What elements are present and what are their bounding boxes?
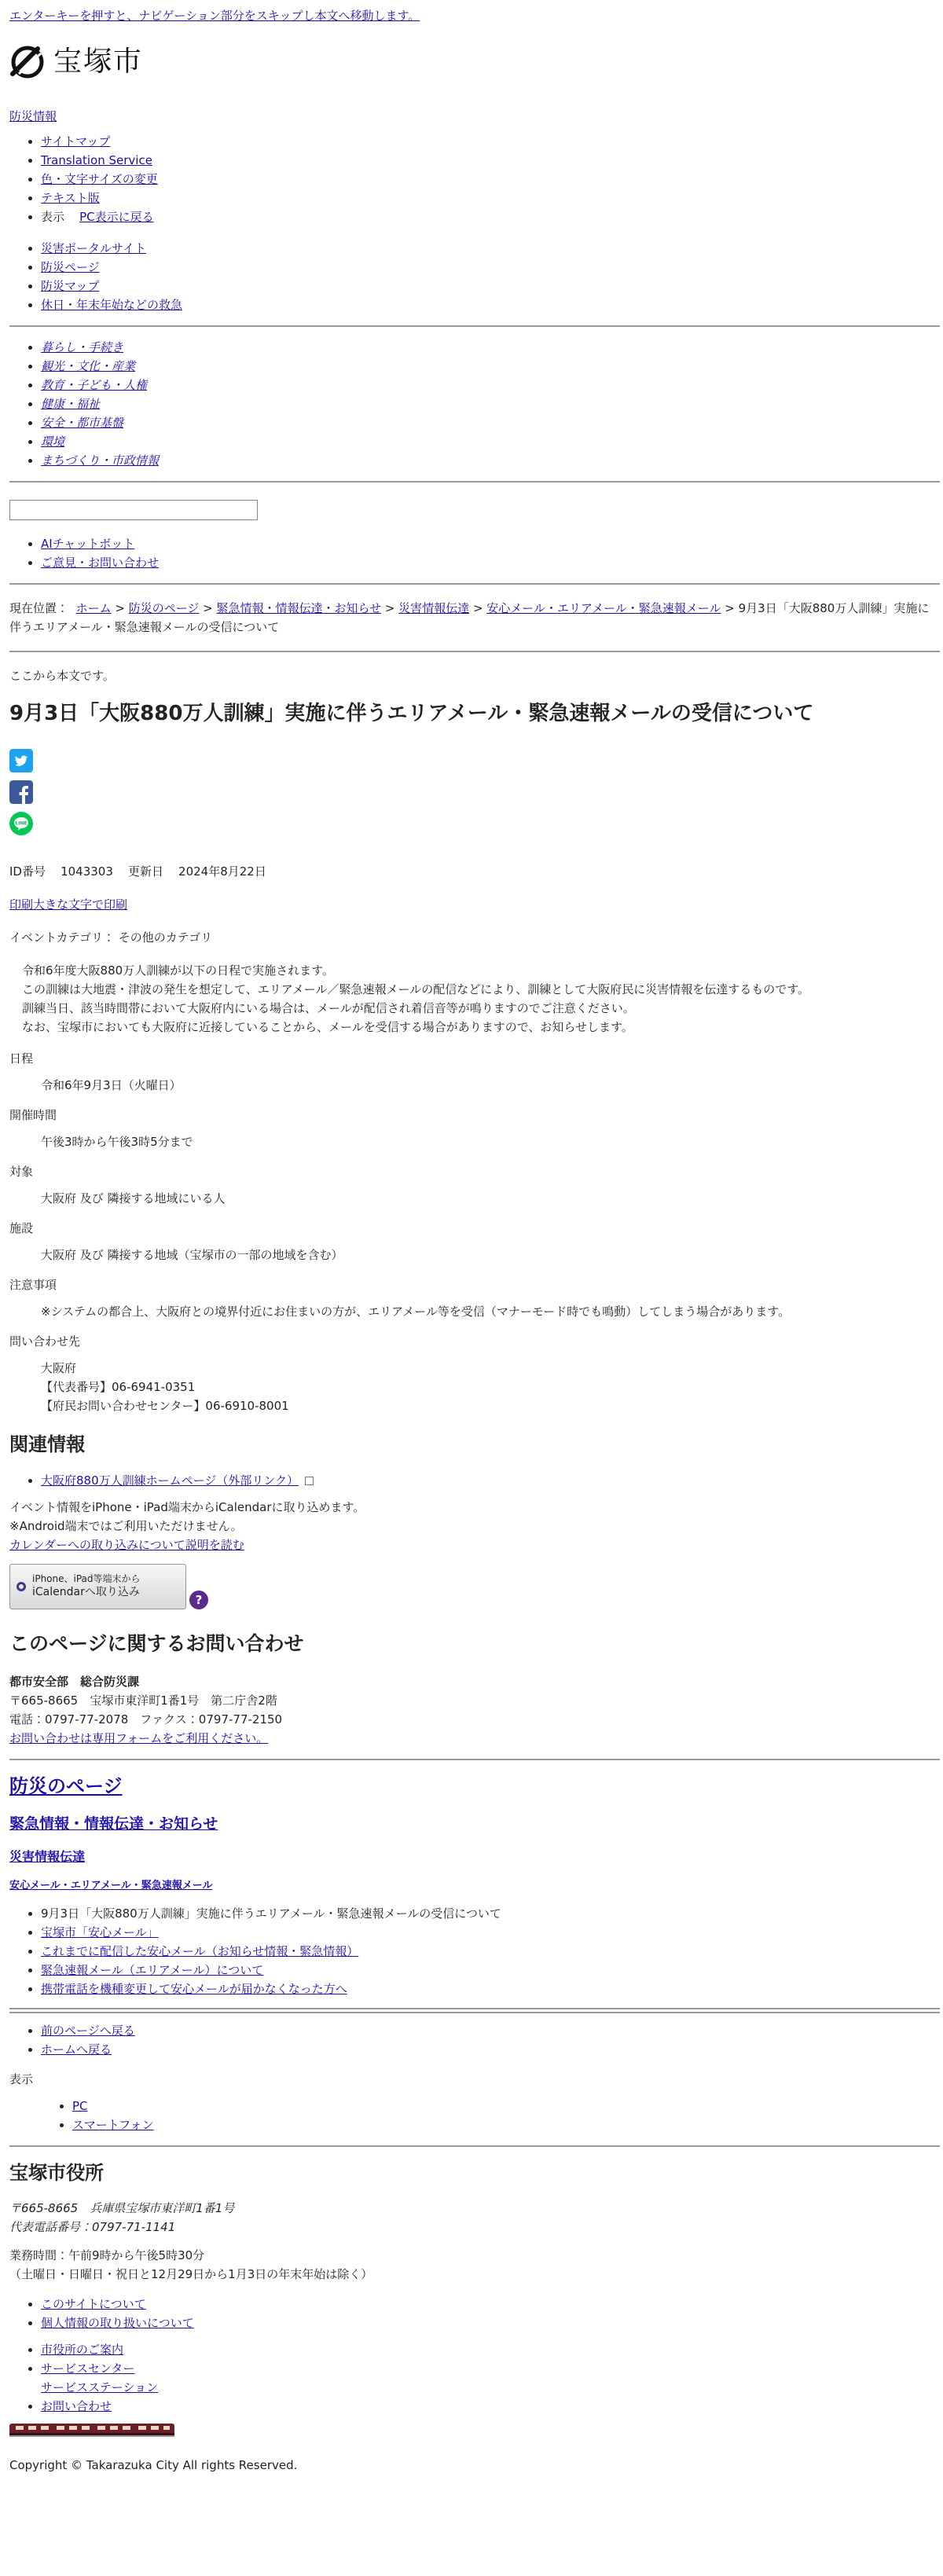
category-nav-item (41, 451, 940, 470)
tree-bousai-link[interactable]: 防災のページ (9, 1774, 123, 1797)
display-pc-link[interactable]: PC (72, 2098, 88, 2113)
inquiry-phone: 電話：0797-77-2078 ファクス：0797-77-2150 (9, 1712, 283, 1727)
category-nav-item (41, 357, 940, 376)
inquiry-address: 〒665-8665 宝塚市東洋町1番1号 第二庁舎2階 (9, 1693, 277, 1708)
tree-link-past-mail[interactable]: これまでに配信した安心メール（お知らせ情報・緊急情報） (41, 1943, 359, 1958)
display-option (72, 2115, 940, 2134)
breadcrumb-label: 現在位置： (9, 600, 69, 615)
contact-org: 大阪府 (41, 1361, 77, 1376)
disaster-nav-item (41, 295, 940, 314)
icalendar-import-button[interactable] (9, 1564, 186, 1609)
detail-term-date: 日程 (9, 1051, 34, 1066)
category-link-environment[interactable]: 環境 (41, 434, 65, 449)
category-link-safety[interactable]: 安全・都市基盤 (41, 415, 124, 430)
osaka-880-external-link[interactable]: 大阪府880万人訓練ホームページ（外部リンク） (41, 1473, 299, 1488)
intro-line: この訓練は大地震・津波の発生を想定して、エリアメール／緊急速報メールの配信などにより、訓練として大阪府民に災害情報を伝達するものです。 (22, 982, 810, 997)
inquiry-heading: このページに関するお問い合わせ (9, 1631, 304, 1655)
help-question-icon[interactable]: ? (189, 1591, 208, 1609)
detail-desc-facility: 大阪府 及び 隣接する地域（宝塚市の一部の地域を含む） (41, 1248, 343, 1263)
contact-center-number: 【府民お問い合わせセンター】06-6910-8001 (41, 1399, 289, 1414)
intro-line: なお、宝塚市においても大阪府に近接していることから、メールを受信する場合がありますので、お知らせします。 (22, 1020, 633, 1035)
footer-links-1 (9, 2295, 940, 2332)
help-nav-item (41, 553, 940, 572)
search-input[interactable] (9, 500, 258, 520)
page-nav-item (41, 2021, 940, 2040)
calendar-howto-link[interactable]: カレンダーへの取り込みについて説明を読む (9, 1537, 244, 1552)
bousai-map-link[interactable]: 防災マップ (41, 278, 100, 293)
footer-hours-note: （土曜日・日曜日・祝日と12月29日から1月3日の年末年始は除く） (9, 2267, 373, 2282)
breadcrumb-anshin-mail[interactable]: 安心メール・エリアメール・緊急速報メール (486, 600, 721, 615)
page-nav (9, 2021, 940, 2059)
tree-list-item (41, 1961, 940, 1980)
display-option (72, 2097, 940, 2115)
tree-link-area-mail[interactable]: 緊急速報メール（エリアメール）について (41, 1962, 264, 1977)
footer-link-item (41, 2378, 940, 2397)
category-nav-item (41, 413, 940, 432)
icalendar-button-line1: iPhone、iPad等端末から (32, 1572, 141, 1584)
copyright: Copyright © Takarazuka City All rights Reserved. (9, 2458, 298, 2473)
bousai-page-link[interactable]: 防災ページ (41, 259, 100, 274)
related-link-item (41, 1471, 940, 1490)
about-site-link[interactable]: このサイトについて (41, 2297, 146, 2312)
facebook-icon[interactable] (9, 780, 33, 804)
page-nav-item (41, 2040, 940, 2059)
bousai-info-link[interactable]: 防災情報 (9, 108, 57, 123)
pc-display-link[interactable]: PC表示に戻る (79, 209, 154, 224)
event-category-value: その他のカテゴリ (118, 930, 213, 945)
divider (9, 1759, 940, 1760)
detail-term-contact: 問い合わせ先 (9, 1334, 81, 1349)
page-title: 9月3日「大阪880万人訓練」実施に伴うエリアメール・緊急速報メールの受信について (9, 701, 814, 725)
footer-link-item (41, 2295, 940, 2314)
divider (9, 481, 940, 483)
feedback-link[interactable]: ご意見・お問い合わせ (41, 555, 160, 570)
utility-nav-item (41, 189, 940, 207)
radio-circle-icon (17, 1582, 26, 1591)
footer-link-item (41, 2397, 940, 2416)
disaster-nav-item (41, 277, 940, 295)
divider (9, 583, 940, 585)
calendar-note (9, 1498, 940, 1554)
tree-list-item (41, 1942, 940, 1961)
id-value: 1043303 (61, 864, 113, 879)
disaster-nav-item (41, 258, 940, 277)
detail-desc-notes: ※システムの都合上、大阪府との境界付近にお住まいの方が、エリアメール等を受信（マナーモード時でも鳴動）してしまう場合があります。 (41, 1305, 791, 1319)
detail-desc-date: 令和6年9月3日（火曜日） (41, 1078, 182, 1093)
icalendar-button-line2: iCalendarへ取り込み (32, 1586, 140, 1599)
holiday-emergency-link[interactable]: 休日・年末年始などの救急 (41, 297, 183, 312)
sitemap-link[interactable]: サイトマップ (41, 134, 111, 149)
breadcrumb-current: 9月3日「大阪880万人訓練」実施に伴うエリアメール・緊急速報メールの受信について (9, 600, 930, 634)
display-label: 表示 (41, 209, 65, 224)
tree-disaster-info-link[interactable]: 災害情報伝達 (9, 1849, 86, 1865)
site-name: 宝塚市 (53, 46, 144, 78)
footer-title: 宝塚市役所 (9, 2161, 104, 2184)
utility-nav-item (41, 151, 940, 170)
twitter-icon[interactable] (9, 749, 33, 772)
event-category-label: イベントカテゴリ： (9, 930, 115, 945)
detail-term-facility: 施設 (9, 1221, 34, 1236)
icalendar-area (9, 1564, 940, 1609)
footer-hours: 業務時間：午前9時から午後5時30分 (9, 2248, 205, 2263)
train-illustration-icon (9, 2420, 174, 2438)
print-large-text-link[interactable]: 印刷大きな文字で印刷 (9, 897, 128, 912)
category-nav-item (41, 432, 940, 451)
privacy-link[interactable]: 個人情報の取り扱いについて (41, 2316, 194, 2331)
breadcrumb-home[interactable]: ホーム (75, 600, 112, 615)
calendar-note-line: イベント情報をiPhone・iPad端末からiCalendarに取り込めます。 (9, 1499, 365, 1514)
detail-desc-time: 午後3時から午後3時5分まで (41, 1135, 193, 1150)
tree-emergency-link[interactable]: 緊急情報・情報伝達・お知らせ (9, 1815, 218, 1833)
detail-desc-target: 大阪府 及び 隣接する地域にいる人 (41, 1191, 226, 1206)
intro-text (9, 961, 940, 1037)
disaster-nav-item (41, 239, 940, 258)
category-link-health[interactable]: 健康・福祉 (41, 396, 101, 411)
page-meta (9, 862, 940, 881)
display-switch (9, 2070, 940, 2134)
calendar-note-line: ※Android端末ではご利用いただけません。 (9, 1518, 243, 1533)
utility-nav-item (41, 170, 940, 189)
text-version-link[interactable]: テキスト版 (41, 190, 100, 205)
inquiry-form-link[interactable]: お問い合わせは専用フォームをご利用ください。 (9, 1730, 269, 1745)
tree-page-list (9, 1904, 940, 1998)
footer-link-item (41, 2340, 940, 2359)
utility-nav (9, 132, 940, 226)
site-footer (9, 2158, 940, 2475)
breadcrumb-bousai[interactable]: 防災のページ (128, 600, 200, 615)
social-share (9, 749, 940, 835)
color-size-link[interactable]: 色・文字サイズの変更 (41, 171, 158, 186)
intro-line: 訓練当日、該当時間帯において大阪府内にいる場合は、メールが配信され着信音等が鳴りますのでご注意ください。 (22, 1001, 635, 1016)
body-start-marker: ここから本文です。 (9, 668, 115, 683)
tree-list-item (41, 1980, 940, 1998)
footer-address-block (9, 2199, 940, 2237)
contact-main-number: 【代表番号】06-6941-0351 (41, 1380, 196, 1395)
category-nav-item (41, 376, 940, 394)
service-center-link[interactable]: サービスセンター (41, 2361, 135, 2376)
display-smartphone-link[interactable]: スマートフォン (72, 2117, 154, 2132)
breadcrumb-disaster-info[interactable]: 災害情報伝達 (398, 600, 470, 615)
divider (9, 2008, 940, 2013)
footer-address: 〒665-8665 兵庫県宝塚市東洋町1番1号 (9, 2201, 235, 2216)
display-switch-label: 表示 (9, 2071, 34, 2086)
ai-chatbot-link[interactable]: AIチャットボット (41, 536, 135, 551)
inquiry-dept: 都市安全部 総合防災課 (9, 1674, 140, 1689)
disaster-portal-link[interactable]: 災害ポータルサイト (41, 240, 146, 255)
category-nav-item (41, 394, 940, 413)
contact-link[interactable]: お問い合わせ (41, 2399, 112, 2414)
divider (9, 2145, 940, 2147)
related-info-heading: 関連情報 (9, 1433, 85, 1456)
site-logo[interactable] (9, 39, 940, 85)
tree-current-page: • 9月3日「大阪880万人訓練」実施に伴うエリアメール・緊急速報メールの受信について (41, 1904, 940, 1923)
skip-to-content-link[interactable]: エンターキーを押すと、ナビゲーション部分をスキップし本文へ移動します。 (9, 9, 420, 23)
category-link-education[interactable]: 教育・子ども・人権 (41, 377, 148, 392)
utility-nav-item (41, 132, 940, 151)
category-nav (9, 338, 940, 470)
tree-anshin-mail-link[interactable]: 安心メール・エリアメール・緊急速報メール (9, 1879, 213, 1892)
tree-link-phone-change[interactable]: 携帯電話を機種変更して安心メールが届かなくなった方へ (41, 1981, 347, 1996)
category-link-city[interactable]: まちづくり・市政情報 (41, 453, 159, 468)
service-station-link[interactable]: サービスステーション (41, 2380, 159, 2395)
footer-link-item (41, 2314, 940, 2332)
category-link-living[interactable]: 暮らし・手続き (41, 339, 124, 354)
id-label: ID番号 (9, 864, 46, 879)
tree-link-anshin-mail[interactable]: 宝塚市「安心メール」 (41, 1925, 159, 1939)
svg-text:LINE: LINE (15, 820, 28, 827)
home-link[interactable]: ホームへ戻る (41, 2042, 112, 2057)
inquiry-contact (9, 1672, 940, 1748)
tree-list-item (41, 1923, 940, 1942)
display-switch-options (9, 2097, 940, 2134)
back-link[interactable]: 前のページへ戻る (41, 2023, 135, 2038)
footer-link-item (41, 2359, 940, 2378)
updated-label: 更新日 (127, 864, 163, 879)
footer-links-2 (9, 2340, 940, 2416)
help-nav-item (41, 534, 940, 553)
detail-term-target: 対象 (9, 1165, 34, 1180)
event-category (9, 928, 940, 947)
city-hall-guide-link[interactable]: 市役所のご案内 (41, 2343, 124, 2358)
divider (9, 651, 940, 652)
utility-nav-item (41, 207, 940, 226)
icalendar-button-label (32, 1573, 141, 1600)
detail-desc-contact (41, 1359, 940, 1415)
line-icon[interactable] (9, 812, 33, 835)
breadcrumb: 現在位置： ホーム > 防災のページ > 緊急情報・情報伝達・お知らせ > 災害情報伝達 > 安心メール・エリアメール・緊急速報メール > 9月3日「大阪880万人訓練」実施に伴うエリアメール・緊急速報メールの受信について (9, 600, 930, 634)
updated-value: 2024年8月22日 (178, 864, 266, 879)
section-tree (9, 1771, 940, 1998)
translation-link[interactable]: Translation Service (41, 152, 152, 167)
takarazuka-city-emblem-icon (9, 44, 46, 80)
related-links (9, 1471, 940, 1490)
help-nav (9, 534, 940, 572)
category-nav-item (41, 338, 940, 357)
event-details (9, 1049, 940, 1415)
intro-line: 令和6年度大阪880万人訓練が以下の日程で実施されます。 (22, 963, 334, 978)
detail-term-notes: 注意事項 (9, 1278, 57, 1293)
footer-tel: 代表電話番号：0797-71-1141 (9, 2220, 176, 2235)
divider (9, 325, 940, 327)
detail-term-time: 開催時間 (9, 1108, 57, 1123)
disaster-nav (9, 239, 940, 314)
breadcrumb-emergency[interactable]: 緊急情報・情報伝達・お知らせ (216, 600, 382, 615)
external-link-icon (305, 1477, 314, 1485)
category-link-tourism[interactable]: 観光・文化・産業 (41, 358, 136, 373)
